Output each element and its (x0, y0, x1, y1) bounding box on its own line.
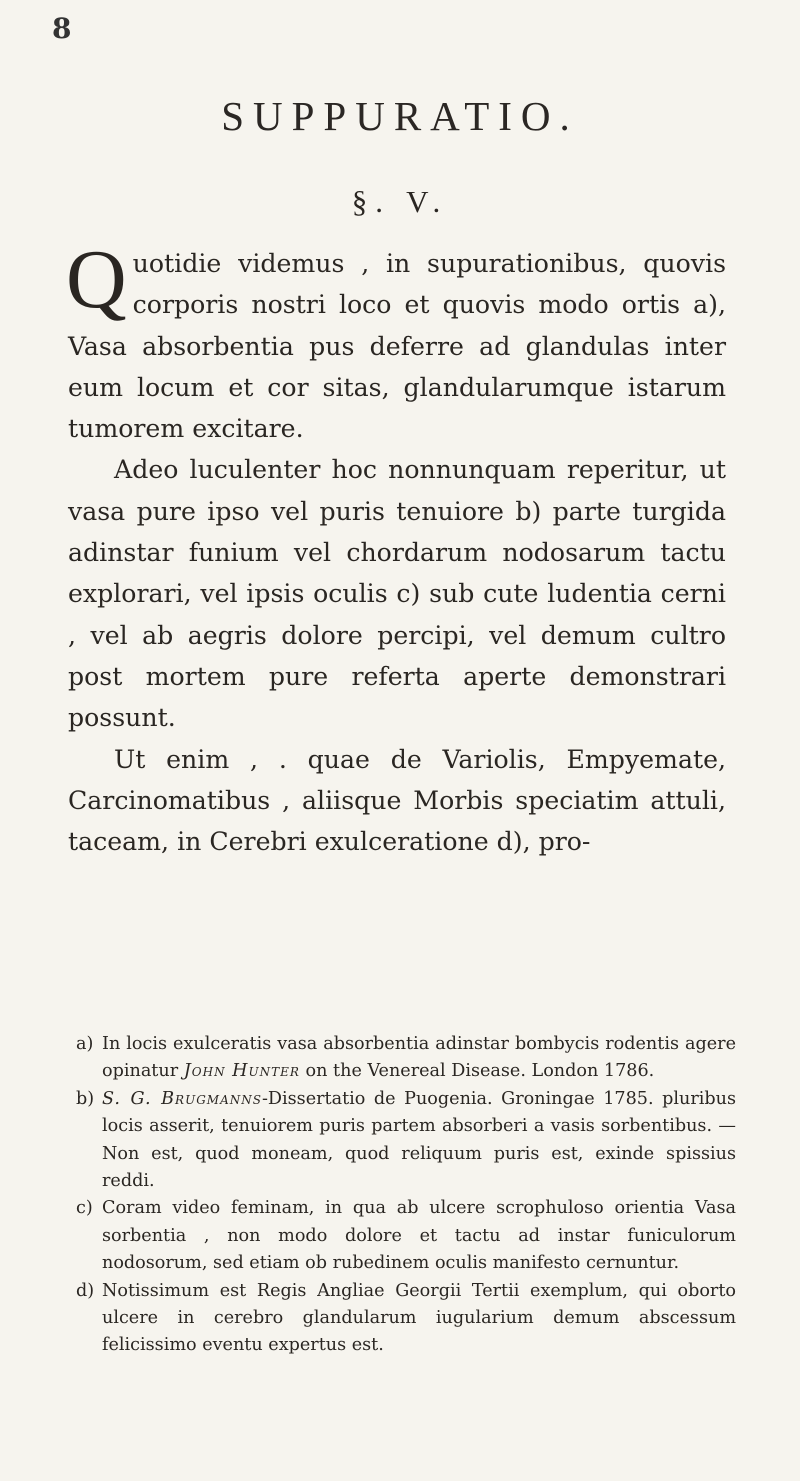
footnote-marker: a) (76, 1034, 94, 1054)
section-heading: §. V. (351, 184, 449, 219)
footnote-c (76, 1195, 736, 1277)
footnote-author: John Hunter (183, 1061, 300, 1082)
footnote-text (102, 1031, 736, 1086)
footnote-b (76, 1086, 736, 1196)
footnote-author: S. G. Brugmanns (102, 1088, 262, 1109)
footnote-marker: d) (76, 1280, 95, 1301)
footnote-text: Coram video feminam, in qua ab ulcere scrophuloso orientia Vasa sorbentia , non modo dolore et tactu ad instar funiculorum nodosorum, sed etiam ob rubedinem oculis manifesto cernuntur. (102, 1198, 736, 1274)
footnote-text-part: -Dissertatio de Puogenia. Groningae 1785. pluribus locis asserit, tenuiorem puris partem absorberi a vasis sorbentibus. — Non est, quod moneam, quod reliquum puris est, exinde spissius reddi. (102, 1088, 736, 1192)
chapter-title: SUPPURATIO. (221, 93, 579, 139)
footnote-text (102, 1086, 736, 1196)
paragraph-2: Adeo luculenter hoc nonnunquam reperitur, ut vasa pure ipso vel puris tenuiore b) parte turgida adinstar funium vel chordarum nodosarum tactu explorari, vel ipsis oculis c) sub cute ludentia cerni , vel ab aegris dolore percipi, vel demum cultro post mortem pure referta aperte demonstrari possunt. (68, 455, 726, 733)
page-number: 8 (52, 12, 72, 45)
footnote-a (76, 1031, 736, 1086)
footnote-d (76, 1278, 736, 1360)
main-text (66, 233, 726, 862)
footnote-text: Notissimum est Regis Angliae Georgii Tertii exemplum, qui oborto ulcere in cerebro glandularum iugularium demum abscessum felicissimo eventu expertus est. (102, 1280, 736, 1356)
footnote-marker: b) (76, 1088, 95, 1109)
paragraph-1 (66, 233, 726, 449)
drop-cap: Q (66, 233, 127, 326)
footnotes (76, 1031, 736, 1360)
footnote-marker: c) (76, 1198, 93, 1219)
footnote-text-part: In locis exulceratis vasa absorbentia adinstar bombycis rodentis agere opinatur (102, 1034, 736, 1082)
paragraph-1-text: uotidie videmus , in supurationibus, quovis corporis nostri loco et quovis modo ortis a), Vasa absorbentia pus deferre ad glandulas inter eum locum et cor sitas, glandularumque istarum tumorem excitare. (68, 249, 726, 444)
footnote-text-part: on the Venereal Disease. London 1786. (299, 1061, 655, 1082)
paragraph-3: Ut enim , . quae de Variolis, Empyemate, Carcinomatibus , aliisque Morbis speciatim attuli, taceam, in Cerebri exulceratione d), pro- (68, 744, 726, 857)
